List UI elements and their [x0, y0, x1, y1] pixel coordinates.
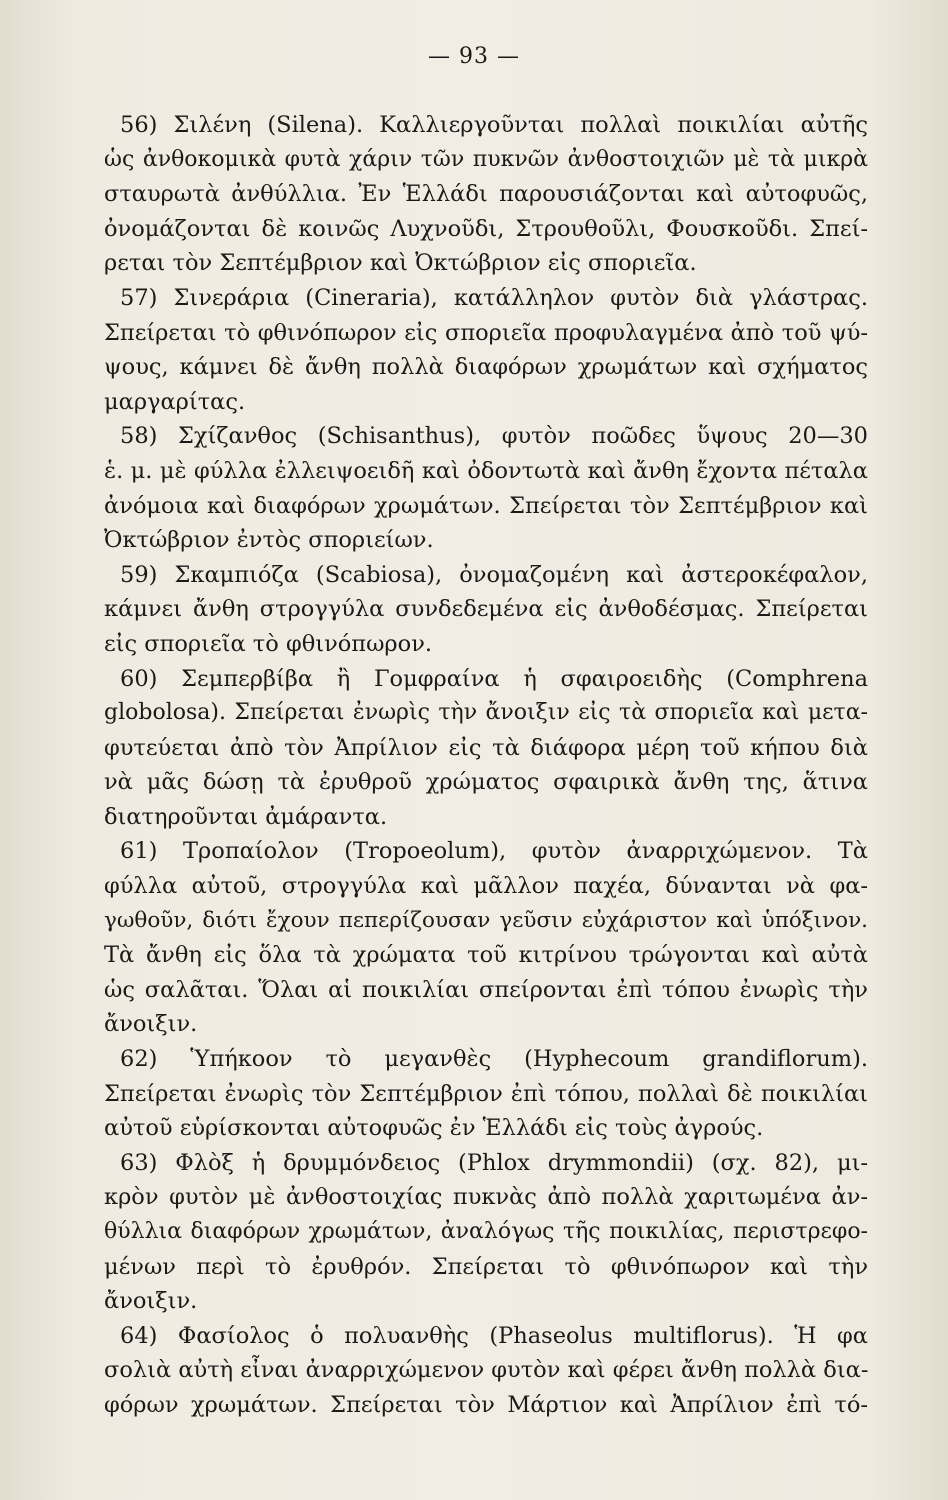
text-line: 62) Ὑπήκοον τὸ μεγανθὲς (Hyphecoum grandiflorum). — [120, 1046, 868, 1073]
text-line: Τὰ ἄνθη εἰς ὅλα τὰ χρώματα τοῦ κιτρίνου τρώγονται καὶ αὐτὰ — [104, 942, 868, 969]
text-line: Σπείρεται τὸ φθινόπωρον εἰς σποριεῖα προφυλαγμένα ἀπὸ τοῦ ψύ- — [104, 319, 868, 346]
text-line: γωθοῦν, διότι ἔχουν πεπερίζουσαν γεῦσιν εὐχάριστον καὶ ὑπόξινον. — [104, 907, 868, 933]
body-text — [104, 108, 868, 1423]
text-line: ἀνόμοια καὶ διαφόρων χρωμάτων. Σπείρεται τὸν Σεπτέμβριον καὶ — [104, 492, 868, 519]
text-line: μένων περὶ τὸ ἐρυθρόν. Σπείρεται τὸ φθινόπωρον καὶ τὴν — [104, 1253, 868, 1280]
text-line: Σπείρεται ἐνωρὶς τὸν Σεπτέμβριον ἐπὶ τόπου, πολλαὶ δὲ ποικιλίαι — [104, 1080, 868, 1107]
text-line: ἑ. μ. μὲ φύλλα ἐλλειψοειδῆ καὶ ὀδοντωτὰ καὶ ἄνθη ἔχοντα πέταλα — [104, 457, 868, 484]
text-line: σολιὰ αὐτὴ εἶναι ἀναρριχώμενον φυτὸν καὶ φέρει ἄνθη πολλὰ δια- — [104, 1357, 868, 1384]
text-line: ὀνομάζονται δὲ κοινῶς Λυχνοῦδι, Στρουθοῦλι, Φουσκοῦδι. Σπεί- — [104, 215, 868, 242]
page-number: — 93 — — [428, 44, 520, 69]
text-line: globolosa). Σπείρεται ἐνωρὶς τὴν ἄνοιξιν εἰς τὰ σποριεῖα καὶ μετα- — [104, 700, 868, 726]
text-line: θύλλια διαφόρων χρωμάτων, ἀναλόγως τῆς ποικιλίας, περιστρεφο- — [104, 1219, 868, 1244]
text-line: 60) Σεμπερβίβα ἢ Γομφραίνα ἡ σφαιροειδὴς (Comphrena — [120, 665, 868, 692]
text-line: ἄνοιξιν. — [104, 1011, 198, 1038]
text-line: 61) Τροπαίολον (Tropoeolum), φυτὸν ἀναρριχώμενον. Τὰ — [120, 838, 868, 865]
text-line: ὡς σαλᾶται. Ὅλαι αἱ ποικιλίαι σπείρονται ἐπὶ τόπου ἐνωρὶς τὴν — [104, 976, 868, 1003]
text-line: 59) Σκαμπιόζα (Scabiosa), ὀνομαζομένη καὶ ἀστεροκέφαλον, — [120, 561, 868, 588]
text-line: κρὸν φυτὸν μὲ ἀνθοστοιχίας πυκνὰς ἀπὸ πολλὰ χαριτωμένα ἀν- — [104, 1184, 868, 1211]
text-line: φόρων χρωμάτων. Σπείρεται τὸν Μάρτιον καὶ Ἀπρίλιον ἐπὶ τό- — [104, 1391, 868, 1418]
text-line: σταυρωτὰ ἀνθύλλια. Ἐν Ἑλλάδι παρουσιάζονται καὶ αὐτοφυῶς, — [104, 181, 868, 208]
text-line: φυτεύεται ἀπὸ τὸν Ἀπρίλιον εἰς τὰ διάφορα μέρη τοῦ κήπου διὰ — [104, 734, 868, 761]
text-line: διατηροῦνται ἀμάραντα. — [104, 803, 388, 830]
text-line: ἄνοιξιν. — [104, 1288, 198, 1315]
text-line: 64) Φασίολος ὁ πολυανθὴς (Phaseolus multiflorus). Ἡ φα — [120, 1322, 868, 1349]
text-line: ψους, κάμνει δὲ ἄνθη πολλὰ διαφόρων χρωμάτων καὶ σχήματος — [104, 354, 868, 381]
text-line: μαργαρίτας. — [104, 388, 246, 415]
text-line: φύλλα αὐτοῦ, στρογγύλα καὶ μᾶλλον παχέα, δύνανται νὰ φα- — [104, 873, 868, 900]
text-line: 58) Σχίζανθος (Schisanthus), φυτὸν ποῶδες ὕψους 20—30 — [120, 423, 868, 450]
text-line: ρεται τὸν Σεπτέμβριον καὶ Ὀκτώβριον εἰς σποριεῖα. — [104, 250, 697, 277]
text-line: εἰς σποριεῖα τὸ φθινόπωρον. — [104, 630, 433, 657]
text-line: 63) Φλὸξ ἡ δρυμμόνδειος (Phlox drymmondii) (σχ. 82), μι- — [120, 1149, 868, 1176]
text-line: 57) Σινεράρια (Cineraria), κατάλληλον φυτὸν διὰ γλάστρας. — [120, 284, 868, 311]
text-line: ὡς ἀνθοκομικὰ φυτὰ χάριν τῶν πυκνῶν ἀνθοστοιχιῶν μὲ τὰ μικρὰ — [104, 146, 868, 172]
text-line: αὐτοῦ εὑρίσκονται αὐτοφυῶς ἐν Ἑλλάδι εἰς τοὺς ἀγρούς. — [104, 1115, 764, 1142]
text-line: νὰ μᾶς δώσῃ τὰ ἐρυθροῦ χρώματος σφαιρικὰ ἄνθη της, ἅτινα — [104, 769, 868, 796]
text-line: Ὀκτώβριον ἐντὸς σποριείων. — [104, 527, 434, 554]
text-line: κάμνει ἄνθη στρογγύλα συνδεδεμένα εἰς ἀνθοδέσμας. Σπείρεται — [104, 596, 868, 623]
text-line: 56) Σιλένη (Silena). Καλλιεργοῦνται πολλαὶ ποικιλίαι αὐτῆς — [120, 112, 868, 138]
